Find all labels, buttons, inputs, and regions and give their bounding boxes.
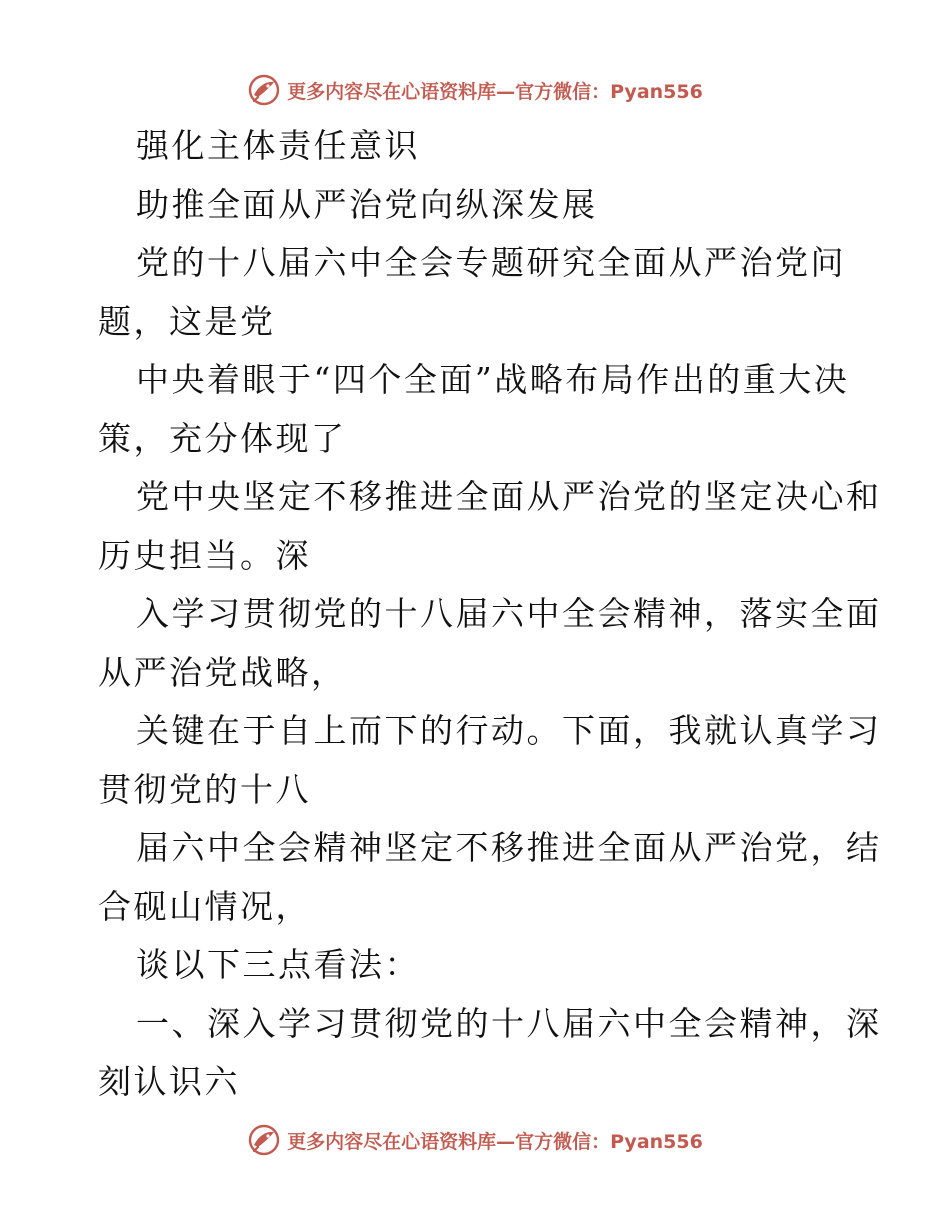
- text-line: 策，充分体现了: [98, 418, 347, 458]
- text-line: 贯彻党的十八: [98, 769, 311, 809]
- text-line: 党中央坚定不移推进全面从严治党的坚定决心和: [136, 477, 882, 516]
- pen-nib-logo-icon: [247, 1123, 281, 1157]
- header-banner: [0, 70, 950, 110]
- text-line: 合砚山情况，: [98, 886, 311, 926]
- footer-banner: [0, 1120, 950, 1160]
- text-line: 助推全面从严治党向纵深发展: [136, 184, 598, 224]
- text-line: 谈以下三点看法：: [136, 945, 420, 984]
- text-line: 党的十八届六中全会专题研究全面从严治党问: [136, 243, 846, 282]
- text-line: 刻认识六: [98, 1062, 240, 1101]
- text-line: 届六中全会精神坚定不移推进全面从严治党，结: [136, 828, 882, 867]
- pen-nib-logo-icon: [247, 73, 281, 107]
- text-line: 一、深入学习贯彻党的十八届六中全会精神，深: [136, 1003, 882, 1043]
- footer-banner-text: 更多内容尽在心语资料库—官方微信：Pyan556: [287, 1130, 703, 1153]
- text-line: 题，这是党: [98, 301, 276, 341]
- document-body: [98, 117, 882, 1112]
- text-line: 入学习贯彻党的十八届六中全会精神，落实全面: [136, 594, 882, 633]
- header-banner-text: 更多内容尽在心语资料库—官方微信：Pyan556: [287, 80, 703, 103]
- text-line: 关键在于自上而下的行动。下面，我就认真学习: [136, 711, 882, 750]
- text-line: 中央着眼于“四个全面”战略布局作出的重大决: [136, 360, 850, 399]
- text-line: 从严治党战略，: [98, 652, 347, 692]
- text-line: 强化主体责任意识: [136, 126, 420, 165]
- text-line: 历史担当。深: [98, 535, 311, 575]
